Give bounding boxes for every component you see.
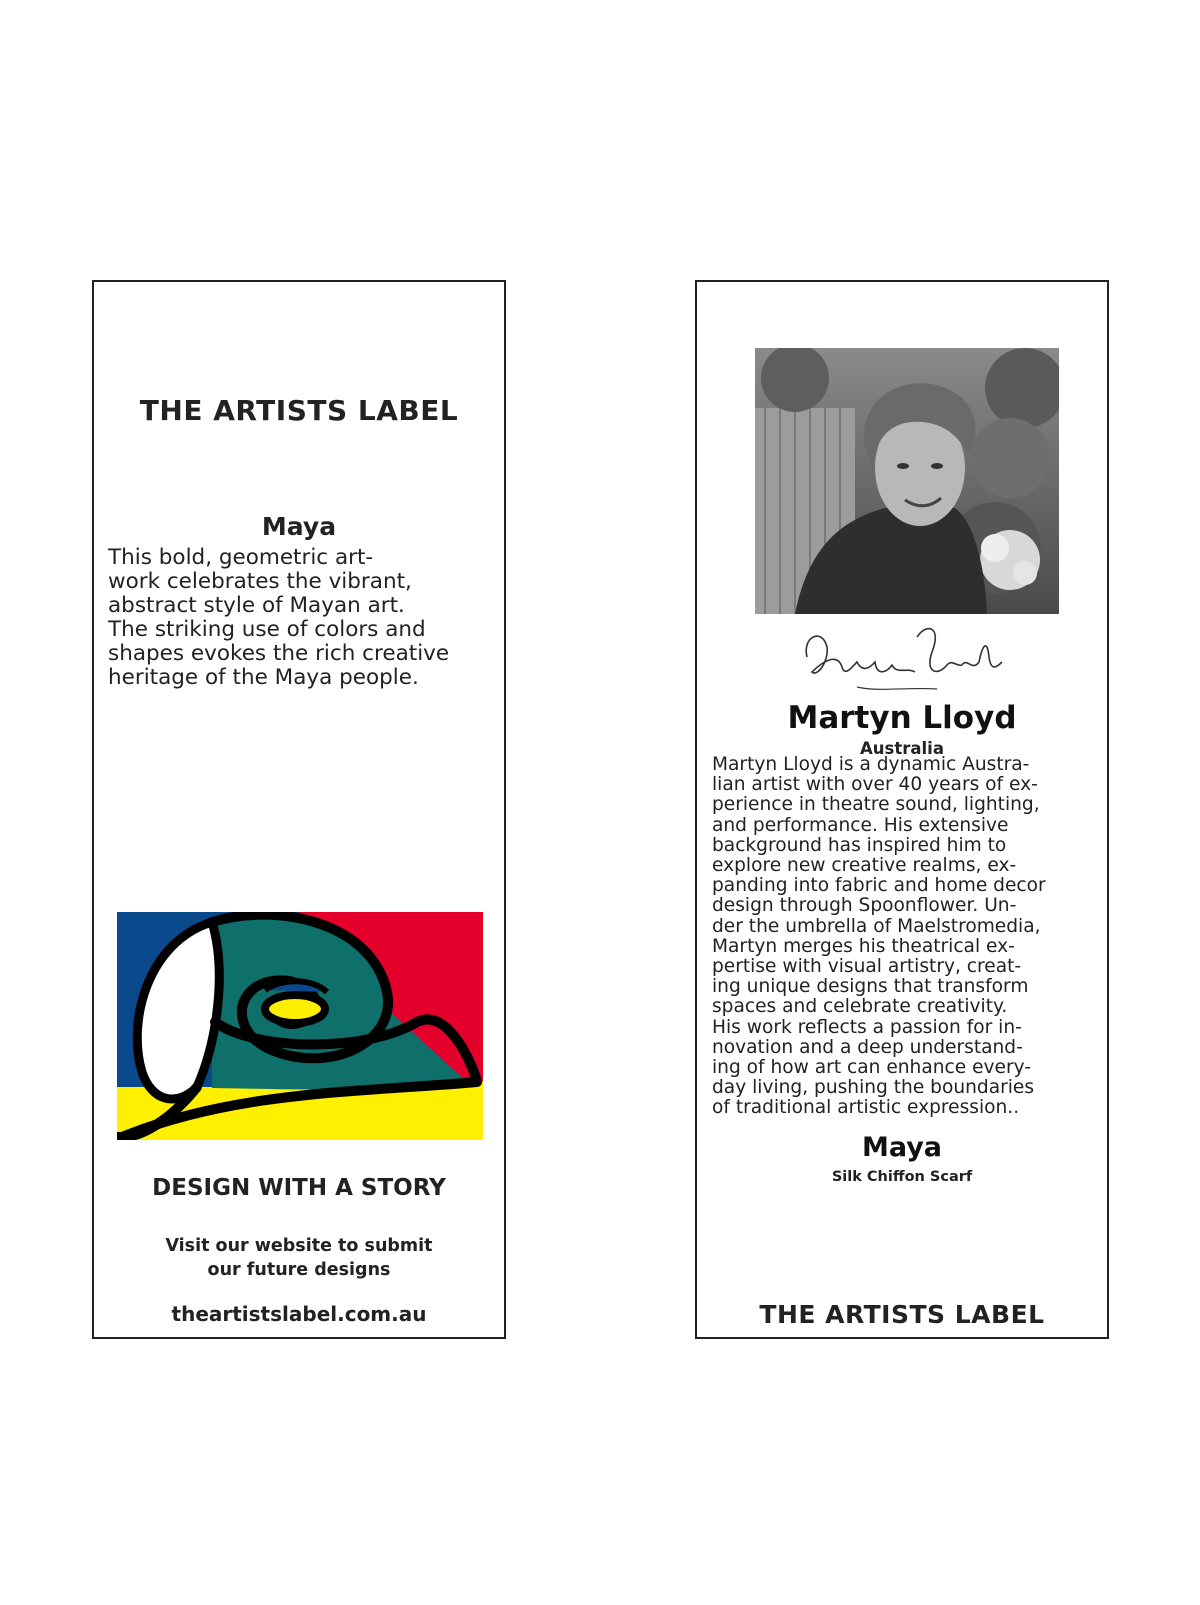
brand-footer: THE ARTISTS LABEL	[759, 1300, 1045, 1329]
design-title: Maya	[261, 512, 337, 541]
artist-portrait-icon	[755, 348, 1059, 614]
visit-text: Visit our website to submit our future designs	[165, 1236, 433, 1280]
design-description: This bold, geometric art- work celebrates the vibrant, abstract style of Mayan art. The striking use of colors and shapes evokes the rich creative heritage of the Maya people.	[108, 545, 450, 690]
brand-title: THE ARTISTS LABEL	[139, 394, 459, 427]
product-type: Silk Chiffon Scarf	[831, 1169, 973, 1185]
artist-name: Martyn Lloyd	[787, 700, 1017, 736]
website-link[interactable]: theartistslabel.com.au	[171, 1302, 427, 1326]
artist-country: Australia	[860, 739, 944, 758]
label-card-back	[695, 280, 1109, 1339]
maya-artwork-icon	[117, 912, 483, 1140]
artist-bio: Martyn Lloyd is a dynamic Austra- lian artist with over 40 years of ex- perience in theatre sound, lighting, and performance. His extensive background has inspired him to explore new creative realms, ex- panding into fabric and home decor design through Spoonflower. Un- der the umbrella of Maelstromedia, Martyn merges his theatrical ex- pertise with visual artistry, creat- ing unique designs that transform spaces and celebrate creativity. His work reflects a passion for in- novation and a deep understand- ing of how art can enhance every- day living, pushing the boundaries of traditional artistic expression..	[712, 754, 1046, 1119]
product-title: Maya	[861, 1132, 943, 1163]
tagline: DESIGN WITH A STORY	[152, 1175, 446, 1201]
label-card-front	[92, 280, 506, 1339]
artist-signature-icon	[797, 617, 1007, 697]
